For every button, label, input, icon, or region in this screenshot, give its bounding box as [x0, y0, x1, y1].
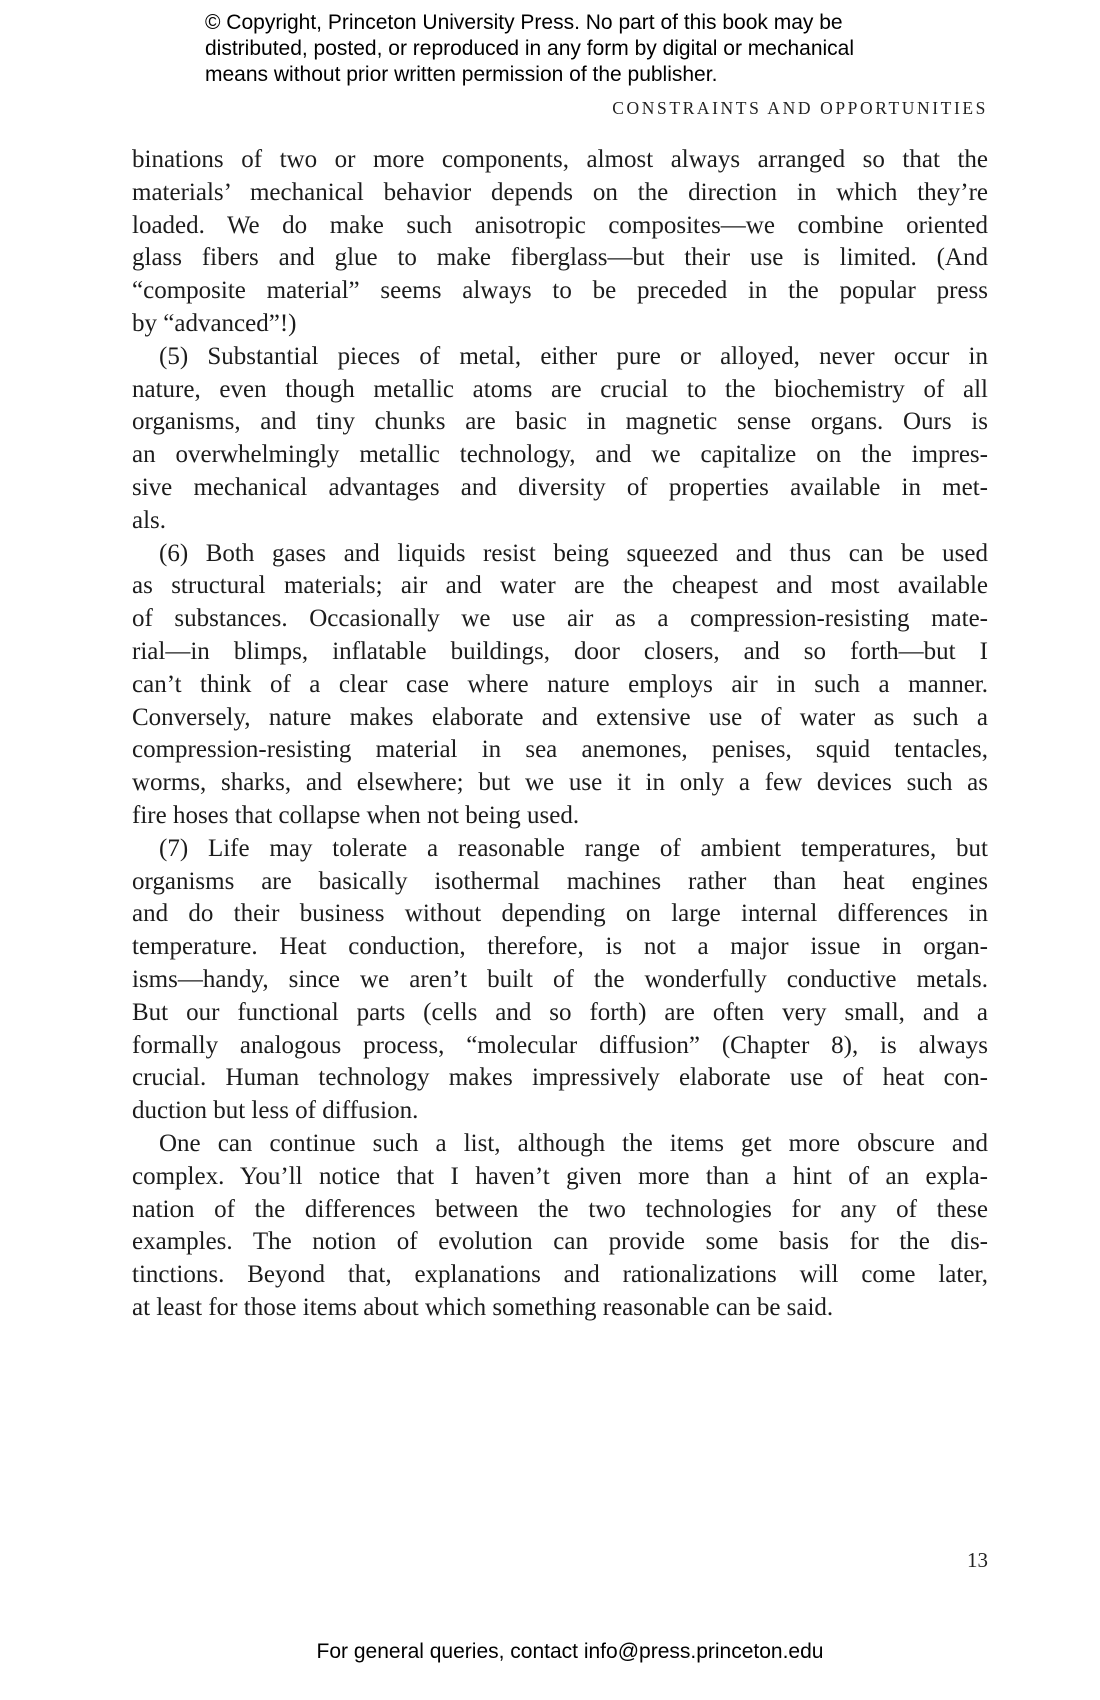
running-head: CONSTRAINTS AND OPPORTUNITIES [612, 98, 988, 118]
text-line: Conversely, nature makes elaborate and extensive use of water as such a [132, 703, 988, 731]
text-line: (6) Both gases and liquids resist being squeezed and thus can be used [159, 539, 988, 567]
footer-text: For general queries, contact info@press.princeton.edu [316, 1640, 824, 1663]
text-line: nature, even though metallic atoms are crucial to the biochemistry of all [132, 375, 988, 403]
text-line: compression-resisting material in sea anemones, penises, squid tentacles, [132, 736, 988, 764]
text-line: isms—handy, since we aren’t built of the wonderfully conductive metals. [132, 965, 988, 993]
paragraph [132, 538, 988, 833]
copyright-line: © Copyright, Princeton University Press. No part of this book may be [205, 11, 843, 34]
text-line: as structural materials; air and water are the cheapest and most available [132, 572, 988, 600]
copyright-notice [205, 10, 1005, 88]
text-line: can’t think of a clear case where nature employs air in such a manner. [132, 670, 988, 698]
copyright-line: distributed, posted, or reproduced in any form by digital or mechanical [205, 37, 855, 60]
text-line: of substances. Occasionally we use air as a compression-resisting mate- [132, 605, 988, 633]
footer [0, 1640, 1100, 1664]
page-number: 13 [967, 1548, 988, 1572]
text-line: sive mechanical advantages and diversity of properties available in met- [132, 473, 988, 501]
paragraph [132, 1128, 988, 1325]
text-line: formally analogous process, “molecular diffusion” (Chapter 8), is always [132, 1031, 988, 1059]
paragraph [132, 144, 988, 341]
text-line: examples. The notion of evolution can provide some basis for the dis- [132, 1228, 988, 1256]
text-line: crucial. Human technology makes impressively elaborate use of heat con- [132, 1064, 988, 1092]
text-line: at least for those items about which something reasonable can be said. [132, 1293, 834, 1321]
text-line: temperature. Heat conduction, therefore, is not a major issue in organ- [132, 933, 988, 961]
text-line: organisms, and tiny chunks are basic in magnetic sense organs. Ours is [132, 408, 988, 436]
text-line: nation of the differences between the two technologies for any of these [132, 1195, 988, 1223]
text-line: (7) Life may tolerate a reasonable range of ambient temperatures, but [159, 834, 988, 862]
text-line: (5) Substantial pieces of metal, either pure or alloyed, never occur in [159, 342, 988, 370]
text-line: duction but less of diffusion. [132, 1097, 419, 1125]
text-line: “composite material” seems always to be preceded in the popular press [132, 277, 988, 305]
text-line: and do their business without depending on large internal differences in [132, 900, 988, 928]
copyright-line: means without prior written permission of the publisher. [205, 63, 718, 86]
text-line: fire hoses that collapse when not being used. [132, 801, 580, 829]
text-line: loaded. We do make such anisotropic composites—we combine oriented [132, 211, 988, 239]
text-line: tinctions. Beyond that, explanations and rationalizations will come later, [132, 1261, 988, 1289]
text-line: an overwhelmingly metallic technology, and we capitalize on the impres- [132, 441, 988, 469]
text-line: organisms are basically isothermal machines rather than heat engines [132, 867, 988, 895]
text-line: One can continue such a list, although the items get more obscure and [159, 1129, 988, 1157]
text-line: complex. You’ll notice that I haven’t given more than a hint of an expla- [132, 1162, 988, 1190]
paragraph [132, 341, 988, 538]
text-line: by “advanced”!) [132, 309, 297, 337]
text-line: als. [132, 506, 167, 534]
text-line: materials’ mechanical behavior depends on the direction in which they’re [132, 178, 988, 206]
text-line: worms, sharks, and elsewhere; but we use it in only a few devices such as [132, 769, 988, 797]
text-line: But our functional parts (cells and so forth) are often very small, and a [132, 998, 988, 1026]
paragraph [132, 833, 988, 1128]
text-line: glass fibers and glue to make fiberglass—but their use is limited. (And [132, 244, 988, 272]
text-line: rial—in blimps, inflatable buildings, door closers, and so forth—but I [132, 637, 988, 665]
body-text [132, 144, 988, 1325]
text-line: binations of two or more components, almost always arranged so that the [132, 146, 988, 173]
